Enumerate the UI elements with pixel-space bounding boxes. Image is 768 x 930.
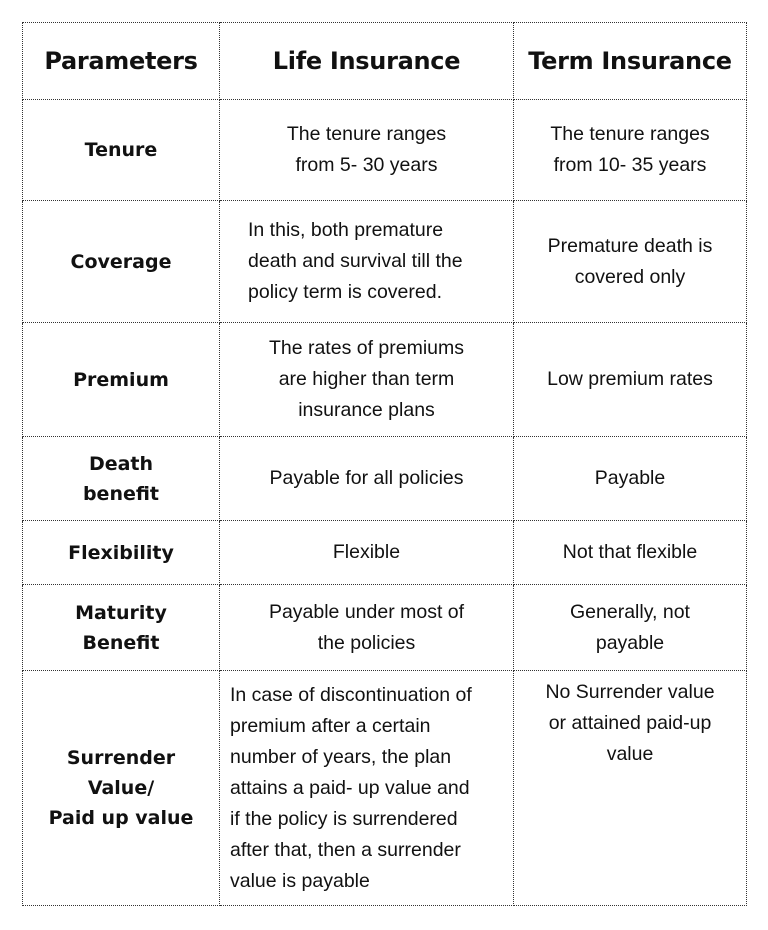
parameter-coverage: Coverage: [23, 201, 220, 323]
life-maturity-benefit: Payable under most of the policies: [220, 585, 514, 671]
parameter-maturity-benefit: Maturity Benefit: [23, 585, 220, 671]
term-flexibility: Not that flexible: [514, 521, 747, 585]
header-life-insurance: Life Insurance: [220, 23, 514, 100]
term-surrender-value: No Surrender value or attained paid-up value: [514, 671, 747, 906]
row-surrender-value: [23, 671, 747, 906]
life-premium: The rates of premiums are higher than term insurance plans: [220, 323, 514, 437]
header-parameters: Parameters: [23, 23, 220, 100]
parameter-surrender-value: Surrender Value/ Paid up value: [23, 671, 220, 906]
life-tenure: The tenure ranges from 5- 30 years: [220, 100, 514, 201]
life-death-benefit: Payable for all policies: [220, 437, 514, 521]
row-premium: [23, 323, 747, 437]
row-coverage: [23, 201, 747, 323]
life-flexibility: Flexible: [220, 521, 514, 585]
row-tenure: [23, 100, 747, 201]
term-death-benefit: Payable: [514, 437, 747, 521]
row-maturity-benefit: [23, 585, 747, 671]
life-coverage: In this, both premature death and survival till the policy term is covered.: [220, 201, 514, 323]
term-coverage: Premature death is covered only: [514, 201, 747, 323]
term-maturity-benefit: Generally, not payable: [514, 585, 747, 671]
parameter-death-benefit: Death benefit: [23, 437, 220, 521]
term-premium: Low premium rates: [514, 323, 747, 437]
term-tenure: The tenure ranges from 10- 35 years: [514, 100, 747, 201]
life-surrender-value: In case of discontinuation of premium after a certain number of years, the plan attains a paid- up value and if the policy is surrendered after that, then a surrender value is payable: [220, 671, 514, 906]
row-death-benefit: [23, 437, 747, 521]
header-term-insurance: Term Insurance: [514, 23, 747, 100]
row-flexibility: [23, 521, 747, 585]
comparison-table: [22, 22, 747, 906]
parameter-flexibility: Flexibility: [23, 521, 220, 585]
parameter-tenure: Tenure: [23, 100, 220, 201]
parameter-premium: Premium: [23, 323, 220, 437]
header-row: [23, 23, 747, 100]
